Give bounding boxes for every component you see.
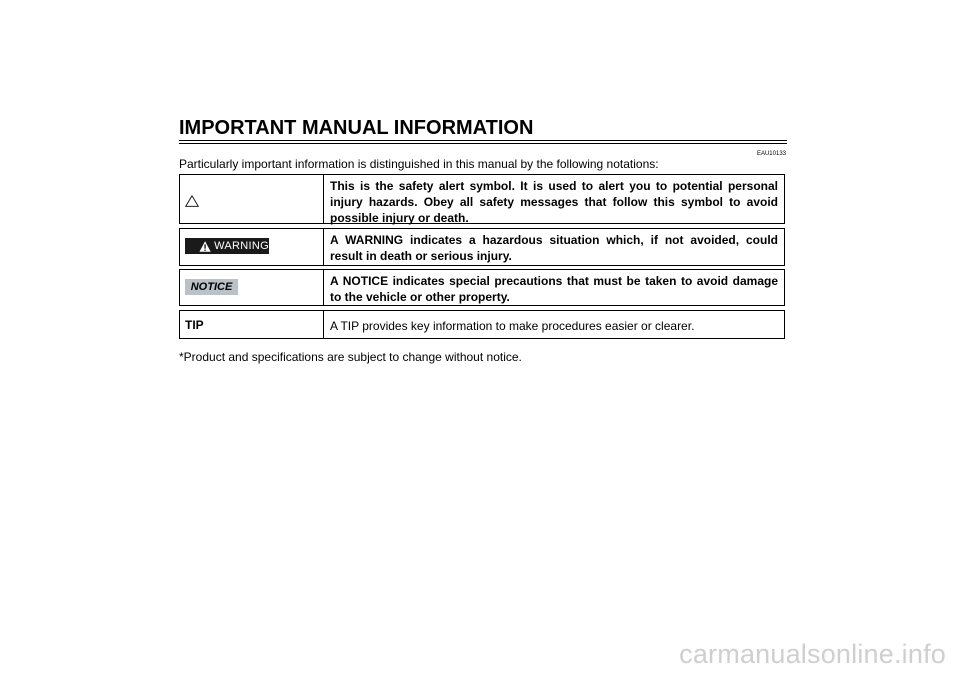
notation-row-tip [179,310,785,339]
notation-description: This is the safety alert symbol. It is used to alert you to potential personal injury hazards. Obey all safety messages that follow this symbol to avoid possible injury or death. [330,179,778,225]
notation-description: A TIP provides key information to make procedures easier or clearer. [330,319,695,333]
notation-symbol-cell [180,175,324,223]
notation-description: A WARNING indicates a hazardous situation which, if not avoided, could result in death or serious injury. [330,233,778,263]
notation-row-safety-alert [179,174,785,224]
notation-symbol-cell [180,270,324,305]
warning-badge [185,238,269,254]
notation-row-notice [179,269,785,306]
notation-symbol-cell [180,311,324,338]
safety-alert-icon [185,195,199,207]
notice-badge: NOTICE [185,279,238,295]
title-rule-bottom [179,143,787,144]
tip-label: TIP [185,318,204,332]
reference-code: EAU10133 [756,151,786,157]
watermark: carmanualsonline.info [679,639,946,669]
warning-label: WARNING [214,240,269,252]
title-rule-top [179,140,787,141]
notation-symbol-cell [180,229,324,265]
notation-row-warning [179,228,785,266]
footnote: *Product and specifications are subject to change without notice. [179,350,522,364]
notation-description: A NOTICE indicates special precautions that must be taken to avoid damage to the vehicle or other property. [330,274,778,304]
warning-triangle-icon [199,240,211,253]
page-title: IMPORTANT MANUAL INFORMATION [179,117,534,139]
intro-text: Particularly important information is distinguished in this manual by the following notations: [179,157,659,171]
